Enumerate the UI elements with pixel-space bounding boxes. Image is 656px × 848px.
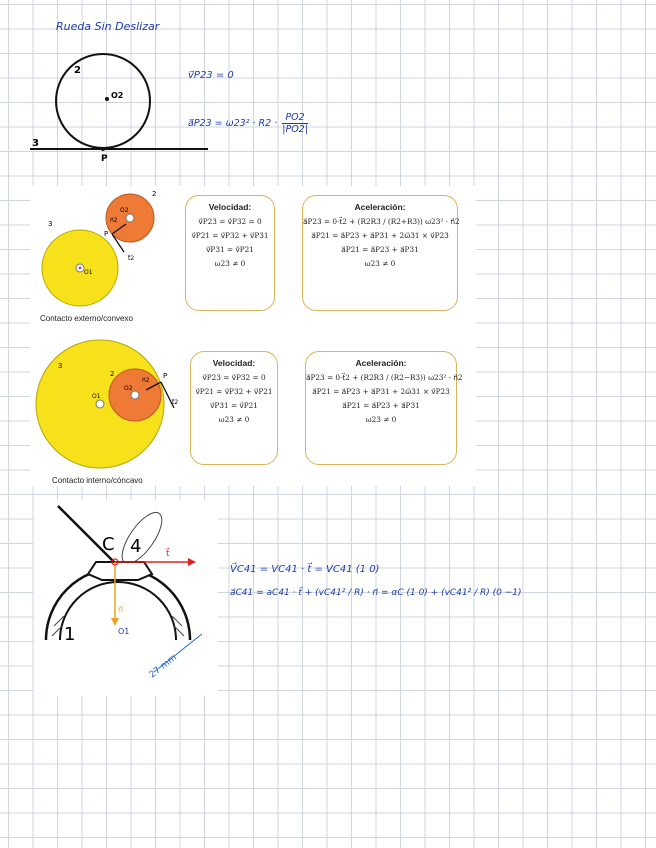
accel-fraction-num: PO2	[282, 112, 308, 124]
arc-mechanism-diagram	[34, 500, 218, 696]
internal-vel-eq: v⃗P31 = v⃗P21	[210, 401, 258, 410]
o2-label: O2	[124, 385, 133, 392]
p-label: P	[104, 230, 109, 238]
accel-fraction-den: |PO2|	[282, 124, 308, 135]
internal-accel-box	[305, 351, 463, 465]
label-t: t⃗	[166, 549, 170, 559]
external-accel-box	[302, 195, 458, 311]
internal-velocity-title: Velocidad:	[212, 358, 256, 368]
wheel-circle	[56, 54, 150, 148]
velocity-c-equation: V⃗C41 = VC41 · t⃗ = VC41 (1 0)	[230, 564, 380, 575]
center-o1-dot	[79, 267, 82, 270]
contact-point	[101, 147, 105, 151]
o2-label: O2	[120, 207, 129, 214]
velocity-equation: v⃗P23 = 0	[188, 70, 234, 81]
o1-label: O1	[92, 393, 101, 400]
internal-accel-title: Aceleración:	[355, 358, 407, 368]
internal-velocity-box	[190, 351, 278, 465]
dimension-label: 27 mm	[147, 652, 179, 681]
accel-c-equation: a⃗C41 = aC41 · t⃗ + (vC41² / R) · n⃗ = αC (1 0) + (vC41² / R) (0 −1)	[230, 588, 522, 598]
external-velocity-box	[185, 195, 275, 311]
slider-block	[88, 562, 152, 580]
center-point	[105, 97, 109, 101]
ground-label: 3	[32, 138, 39, 149]
external-vel-eq: v⃗P31 = v⃗P21	[206, 245, 254, 254]
caption-internal: Contacto interno/cóncavo	[52, 476, 143, 485]
section-title: Rueda Sin Deslizar	[56, 20, 160, 33]
t2-label: t⃗2	[128, 255, 135, 262]
wheel-label: 2	[74, 65, 81, 76]
internal-acc-eq: a⃗P21 = a⃗P23 + a⃗P31 + 2ω⃗31 × v⃗P23	[312, 387, 450, 396]
external-acc-eq: a⃗P23 = 0·t⃗2 + (R2R3 / (R2+R3)) ω23² · n⃗2	[303, 217, 460, 226]
internal-acc-eq: ω23 ≠ 0	[365, 415, 397, 424]
label-o1: O1	[118, 627, 130, 636]
external-contact-diagram	[34, 188, 164, 310]
label-c: C	[102, 534, 115, 555]
external-velocity-title: Velocidad:	[208, 202, 252, 212]
external-vel-eq: v⃗P21 = v⃗P32 + v⃗P31	[191, 231, 269, 240]
center-o2-mark	[126, 214, 134, 222]
center-o2-mark	[131, 391, 139, 399]
link-4-outline	[115, 507, 169, 570]
external-acc-eq: a⃗P21 = a⃗P23 + a⃗P31 + 2ω⃗31 × v⃗P23	[311, 231, 449, 240]
contact-label: P	[101, 154, 108, 164]
normal-arrow-head	[111, 618, 119, 626]
external-accel-title: Aceleración:	[354, 202, 406, 212]
internal-vel-eq: ω23 ≠ 0	[218, 415, 250, 424]
accel-equation-left: a⃗P23 = ω23² · R2 ·	[188, 118, 278, 129]
gear-2-label: 2	[152, 190, 157, 198]
internal-vel-eq: v⃗P23 = v⃗P32 = 0	[202, 373, 266, 382]
external-vel-eq: v⃗P23 = v⃗P32 = 0	[198, 217, 262, 226]
internal-contact-diagram	[34, 338, 184, 474]
label-n: n⃗	[118, 605, 124, 614]
external-acc-eq: ω23 ≠ 0	[364, 259, 396, 268]
center-label: O2	[111, 91, 124, 100]
accel-fraction	[282, 112, 308, 135]
p-label: P	[163, 372, 168, 380]
label-1: 1	[64, 624, 76, 645]
tangent-arrow-head	[188, 558, 196, 566]
internal-acc-eq: a⃗P21 = a⃗P23 + a⃗P31	[342, 401, 420, 410]
n2-label: n⃗2	[142, 377, 150, 384]
gear-2-label: 2	[110, 370, 115, 378]
label-4: 4	[130, 536, 142, 557]
n2-label: n⃗2	[110, 217, 118, 224]
accel-equation	[188, 112, 308, 135]
internal-vel-eq: v⃗P21 = v⃗P32 + v⃗P21	[195, 387, 273, 396]
center-o1-mark	[96, 400, 104, 408]
gear-3-label: 3	[58, 362, 63, 370]
t2-label: t⃗2	[172, 399, 179, 406]
caption-external: Contacto externo/convexo	[40, 314, 133, 323]
external-vel-eq: ω23 ≠ 0	[214, 259, 246, 268]
internal-acc-eq: a⃗P23 = 0·t⃗2 + (R2R3 / (R2−R3)) ω23² · n⃗2	[306, 373, 463, 382]
external-acc-eq: a⃗P21 = a⃗P23 + a⃗P31	[341, 245, 419, 254]
o1-label: O1	[84, 269, 93, 276]
gear-3-label: 3	[48, 220, 53, 228]
wheel-diagram	[28, 44, 218, 174]
